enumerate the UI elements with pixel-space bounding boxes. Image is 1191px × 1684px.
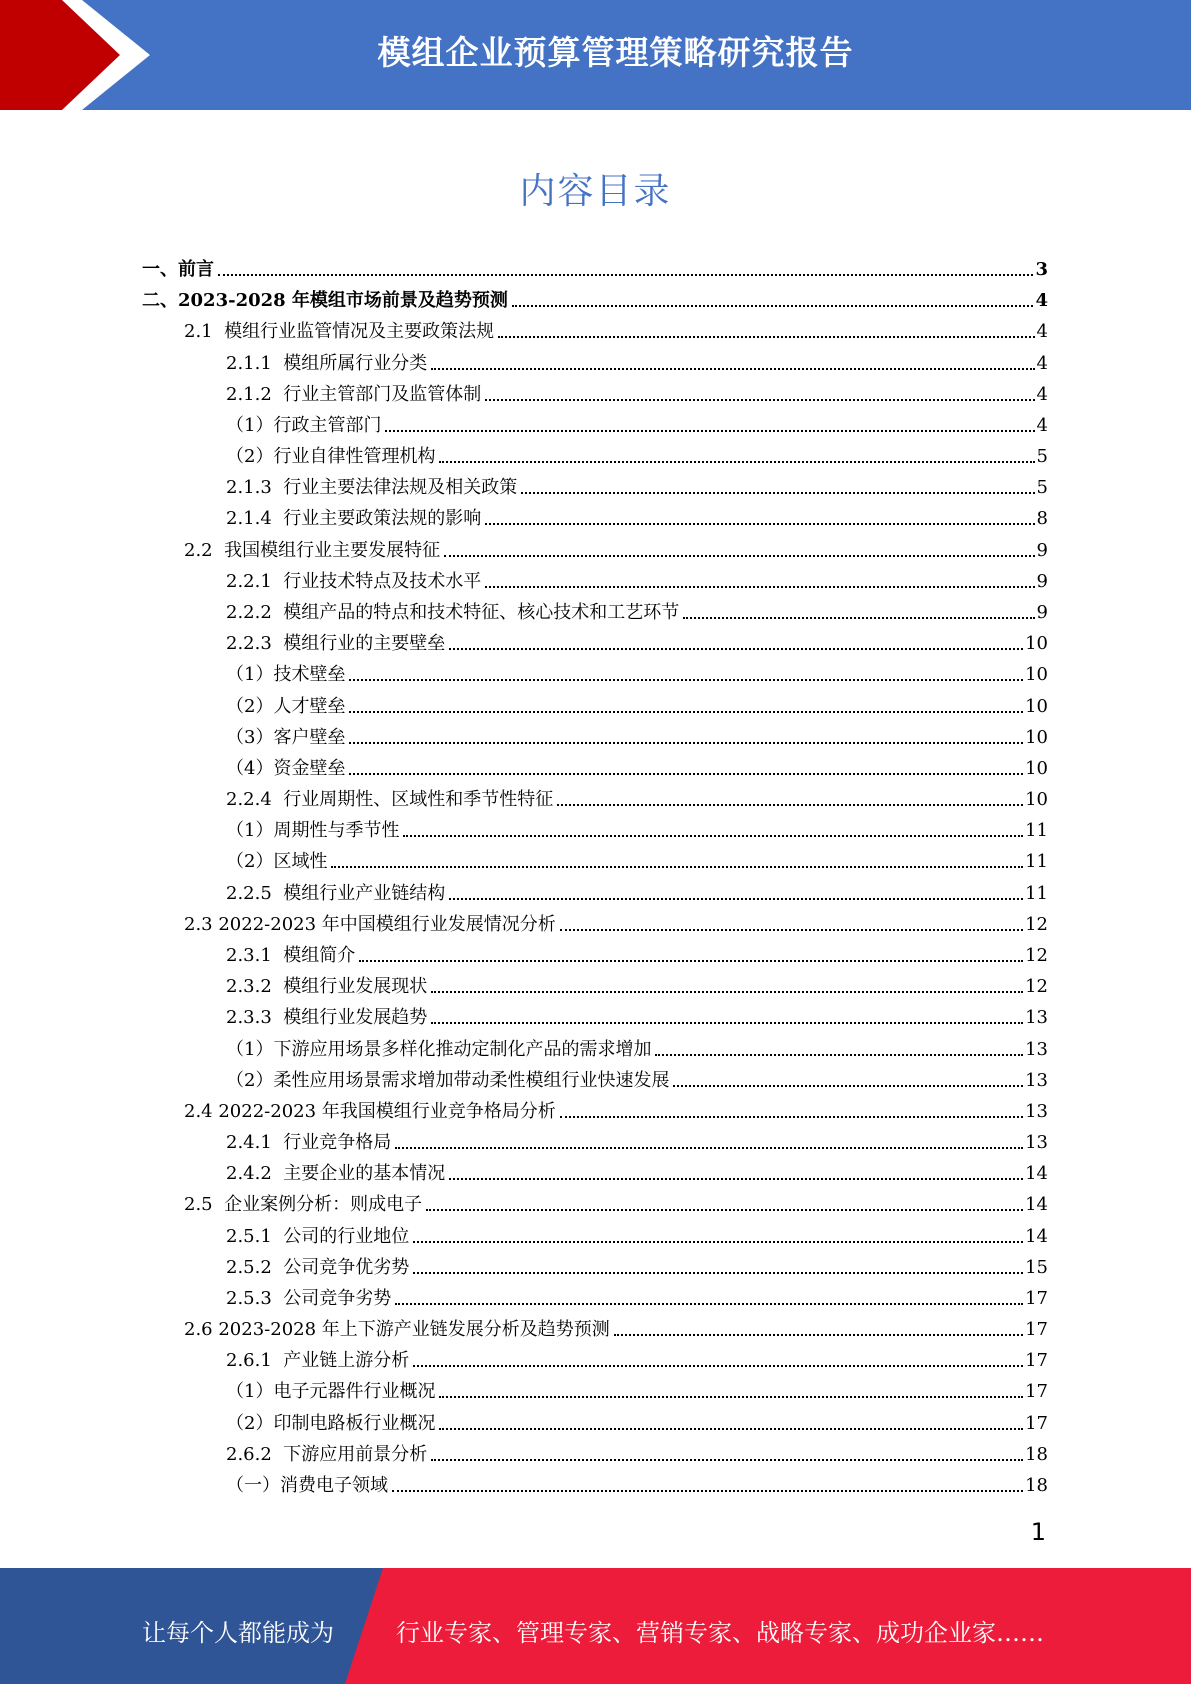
toc-entry[interactable]	[184, 908, 1048, 936]
toc-entry-label: （1）下游应用场景多样化推动定制化产品的需求增加	[226, 1038, 652, 1060]
dot-leader	[413, 1365, 1023, 1367]
dot-leader	[557, 804, 1023, 806]
toc-entry-page: 3	[1035, 259, 1048, 280]
toc-entry-label: 2.4.2 主要企业的基本情况	[226, 1163, 446, 1185]
toc-entry-label: 2.1.4 行业主要政策法规的影响	[226, 508, 482, 530]
dot-leader	[449, 648, 1023, 650]
footer-slogan-left: 让每个人都能成为	[142, 1619, 334, 1647]
dot-leader	[395, 1147, 1023, 1149]
toc-entry-page: 17	[1025, 1350, 1048, 1372]
toc-entry[interactable]	[184, 534, 1048, 562]
toc-entry[interactable]	[226, 752, 1048, 780]
dot-leader	[431, 368, 1034, 370]
toc-entry[interactable]	[142, 253, 1048, 281]
toc-entry-label: 2.1.1 模组所属行业分类	[226, 352, 428, 374]
toc-entry-label: 2.2.4 行业周期性、区域性和季节性特征	[226, 789, 554, 811]
toc-entry-label: 2.2.3 模组行业的主要壁垒	[226, 633, 446, 655]
toc-entry[interactable]	[184, 1095, 1048, 1123]
dot-leader	[498, 336, 1034, 338]
toc-entry[interactable]	[226, 814, 1048, 842]
toc-entry[interactable]	[184, 1313, 1048, 1341]
dot-leader	[449, 898, 1023, 900]
toc-entry-page: 14	[1025, 1225, 1048, 1247]
toc-entry-label: 2.3.1 模组简介	[226, 944, 356, 966]
toc-entry-page: 17	[1025, 1287, 1048, 1309]
toc-entry-label: （1）电子元器件行业概况	[226, 1381, 436, 1403]
toc-entry[interactable]	[226, 409, 1048, 437]
toc-entry-page: 10	[1025, 789, 1048, 811]
toc-entry-page: 4	[1036, 383, 1048, 405]
toc-entry[interactable]	[226, 502, 1048, 530]
toc-entry-label: 一、前言	[142, 259, 214, 280]
dot-leader	[439, 461, 1034, 463]
toc-entry[interactable]	[226, 378, 1048, 406]
toc-entry-label: 2.1.2 行业主管部门及监管体制	[226, 383, 482, 405]
toc-entry-label: 2.2.1 行业技术特点及技术水平	[226, 570, 482, 592]
dot-leader	[218, 274, 1033, 276]
toc-entry-page: 17	[1025, 1412, 1048, 1434]
toc-entry-page: 17	[1025, 1381, 1048, 1403]
dot-leader	[485, 586, 1034, 588]
toc-entry-page: 13	[1025, 1038, 1048, 1060]
dot-leader	[683, 617, 1034, 619]
dot-leader	[349, 711, 1023, 713]
toc-entry[interactable]	[142, 284, 1048, 312]
report-title: 模组企业预算管理策略研究报告	[377, 33, 854, 72]
toc-entry[interactable]	[226, 783, 1048, 811]
toc-entry-label: 2.2.2 模组产品的特点和技术特征、核心技术和工艺环节	[226, 601, 680, 623]
toc-entry-label: （3）客户壁垒	[226, 726, 346, 748]
toc-entry[interactable]	[226, 690, 1048, 718]
toc-entry-page: 5	[1036, 477, 1048, 499]
dot-leader	[385, 430, 1034, 432]
toc-entry-page: 4	[1036, 352, 1048, 374]
toc-entry-page: 10	[1025, 633, 1048, 655]
toc-entry[interactable]	[184, 315, 1048, 343]
toc-entry[interactable]	[226, 877, 1048, 905]
toc-entry[interactable]	[226, 347, 1048, 375]
toc-entry-label: 2.6 2023-2028 年上下游产业链发展分析及趋势预测	[184, 1319, 610, 1341]
dot-leader	[413, 1272, 1023, 1274]
toc-entry-label: （1）周期性与季节性	[226, 820, 400, 842]
dot-leader	[444, 555, 1034, 557]
toc-entry[interactable]	[226, 1001, 1048, 1029]
toc-entry[interactable]	[226, 1220, 1048, 1248]
dot-leader	[413, 1241, 1023, 1243]
toc-entry[interactable]	[226, 1375, 1048, 1403]
toc-entry[interactable]	[226, 970, 1048, 998]
toc-entry[interactable]	[226, 1469, 1048, 1497]
toc-entry[interactable]	[226, 1064, 1048, 1092]
toc-entry-label: （2）印制电路板行业概况	[226, 1412, 436, 1434]
dot-leader	[395, 1303, 1023, 1305]
dot-leader	[426, 1209, 1023, 1211]
toc-entry-label: 2.6.2 下游应用前景分析	[226, 1443, 428, 1465]
toc-entry[interactable]	[226, 1033, 1048, 1061]
toc-entry[interactable]	[226, 440, 1048, 468]
toc-entry-label: （1）行政主管部门	[226, 414, 382, 436]
toc-entry-label: 2.5.1 公司的行业地位	[226, 1225, 410, 1247]
toc-entry-label: （2）行业自律性管理机构	[226, 446, 436, 468]
toc-entry[interactable]	[226, 658, 1048, 686]
toc-entry[interactable]	[226, 1157, 1048, 1185]
dot-leader	[485, 399, 1034, 401]
dot-leader	[349, 773, 1023, 775]
dot-leader	[512, 305, 1034, 307]
footer-slogan-right: 行业专家、管理专家、营销专家、战略专家、成功企业家……	[396, 1619, 1044, 1647]
toc-entry[interactable]	[226, 721, 1048, 749]
dot-leader	[655, 1054, 1023, 1056]
dot-leader	[431, 1022, 1023, 1024]
dot-leader	[485, 523, 1034, 525]
dot-leader	[560, 929, 1023, 931]
toc-entry[interactable]	[226, 1282, 1048, 1310]
toc-entry-label: 2.1.3 行业主要法律法规及相关政策	[226, 477, 518, 499]
toc-entry-label: （1）技术壁垒	[226, 664, 346, 686]
dot-leader	[431, 991, 1023, 993]
toc-entry[interactable]	[226, 1251, 1048, 1279]
toc-entry-page: 12	[1025, 944, 1048, 966]
toc-entry[interactable]	[226, 1438, 1048, 1466]
dot-leader	[449, 1178, 1023, 1180]
toc-entry[interactable]	[226, 1344, 1048, 1372]
toc-entry-page: 15	[1025, 1256, 1048, 1278]
toc-entry-page: 11	[1025, 882, 1048, 904]
dot-leader	[349, 679, 1023, 681]
toc-entry-page: 11	[1025, 820, 1048, 842]
dot-leader	[392, 1490, 1023, 1492]
toc-entry-label: 2.5.3 公司竞争劣势	[226, 1287, 392, 1309]
toc-entry[interactable]	[226, 627, 1048, 655]
toc-entry-label: 2.1 模组行业监管情况及主要政策法规	[184, 321, 495, 343]
dot-leader	[521, 492, 1034, 494]
toc-entry-page: 11	[1025, 851, 1048, 873]
dot-leader	[439, 1428, 1023, 1430]
toc-entry[interactable]	[226, 1407, 1048, 1435]
toc-entry-page: 9	[1036, 539, 1048, 561]
toc-entry-page: 8	[1036, 508, 1048, 530]
dot-leader	[349, 742, 1023, 744]
toc-entry-page: 13	[1025, 1069, 1048, 1091]
toc-entry-label: 2.4 2022-2023 年我国模组行业竞争格局分析	[184, 1100, 556, 1122]
toc-entry-page: 18	[1025, 1475, 1048, 1497]
toc-entry-page: 4	[1036, 414, 1048, 436]
toc-entry[interactable]	[226, 596, 1048, 624]
toc-entry-page: 5	[1036, 446, 1048, 468]
toc-entry[interactable]	[184, 1188, 1048, 1216]
toc-entry-page: 10	[1025, 695, 1048, 717]
dot-leader	[439, 1396, 1023, 1398]
toc-entry-page: 9	[1036, 570, 1048, 592]
toc-entry-page: 12	[1025, 913, 1048, 935]
dot-leader	[331, 866, 1023, 868]
toc-entry-page: 9	[1036, 601, 1048, 623]
toc-entry-label: （一）消费电子领域	[226, 1475, 388, 1497]
toc-entry-page: 4	[1036, 321, 1048, 343]
toc-entry-label: （2）柔性应用场景需求增加带动柔性模组行业快速发展	[226, 1069, 670, 1091]
toc-entry-label: 2.2 我国模组行业主要发展特征	[184, 539, 441, 561]
toc-entry-page: 13	[1025, 1132, 1048, 1154]
toc-entry-label: （2）人才壁垒	[226, 695, 346, 717]
toc-entry-label: 二、2023-2028 年模组市场前景及趋势预测	[142, 290, 508, 312]
toc-entry-page: 12	[1025, 976, 1048, 998]
toc-entry[interactable]	[226, 1126, 1048, 1154]
toc-entry-label: 2.4.1 行业竞争格局	[226, 1132, 392, 1154]
dot-leader	[431, 1459, 1023, 1461]
toc-entry-label: 2.5 企业案例分析：则成电子	[184, 1194, 423, 1216]
dot-leader	[614, 1334, 1023, 1336]
dot-leader	[673, 1085, 1023, 1087]
toc-entry-label: 2.3.3 模组行业发展趋势	[226, 1007, 428, 1029]
toc-entry-label: 2.6.1 产业链上游分析	[226, 1350, 410, 1372]
toc-entry-page: 10	[1025, 726, 1048, 748]
toc-entry-label: 2.5.2 公司竞争优劣势	[226, 1256, 410, 1278]
page-header	[0, 0, 1191, 110]
toc-heading: 内容目录	[519, 171, 672, 212]
toc-entry-label: （4）资金壁垒	[226, 757, 346, 779]
toc-entry[interactable]	[226, 565, 1048, 593]
toc-entry-label: （2）区域性	[226, 851, 328, 873]
toc-entry[interactable]	[226, 939, 1048, 967]
toc-entry-page: 14	[1025, 1163, 1048, 1185]
toc-entry-label: 2.3 2022-2023 年中国模组行业发展情况分析	[184, 913, 556, 935]
dot-leader	[403, 835, 1023, 837]
toc-entry-page: 10	[1025, 757, 1048, 779]
dot-leader	[560, 1116, 1023, 1118]
toc-entry-page: 14	[1025, 1194, 1048, 1216]
toc-entry[interactable]	[226, 471, 1048, 499]
toc-entry-label: 2.2.5 模组行业产业链结构	[226, 882, 446, 904]
toc-entry-page: 13	[1025, 1100, 1048, 1122]
page-number: 1	[1030, 1518, 1046, 1546]
toc-entry-page: 18	[1025, 1443, 1048, 1465]
dot-leader	[359, 960, 1023, 962]
toc-entry[interactable]	[226, 845, 1048, 873]
toc-entry-page: 4	[1035, 290, 1048, 312]
toc-entry-label: 2.3.2 模组行业发展现状	[226, 976, 428, 998]
toc-entry-page: 13	[1025, 1007, 1048, 1029]
toc-entry-page: 10	[1025, 664, 1048, 686]
toc-entry-page: 17	[1025, 1319, 1048, 1341]
